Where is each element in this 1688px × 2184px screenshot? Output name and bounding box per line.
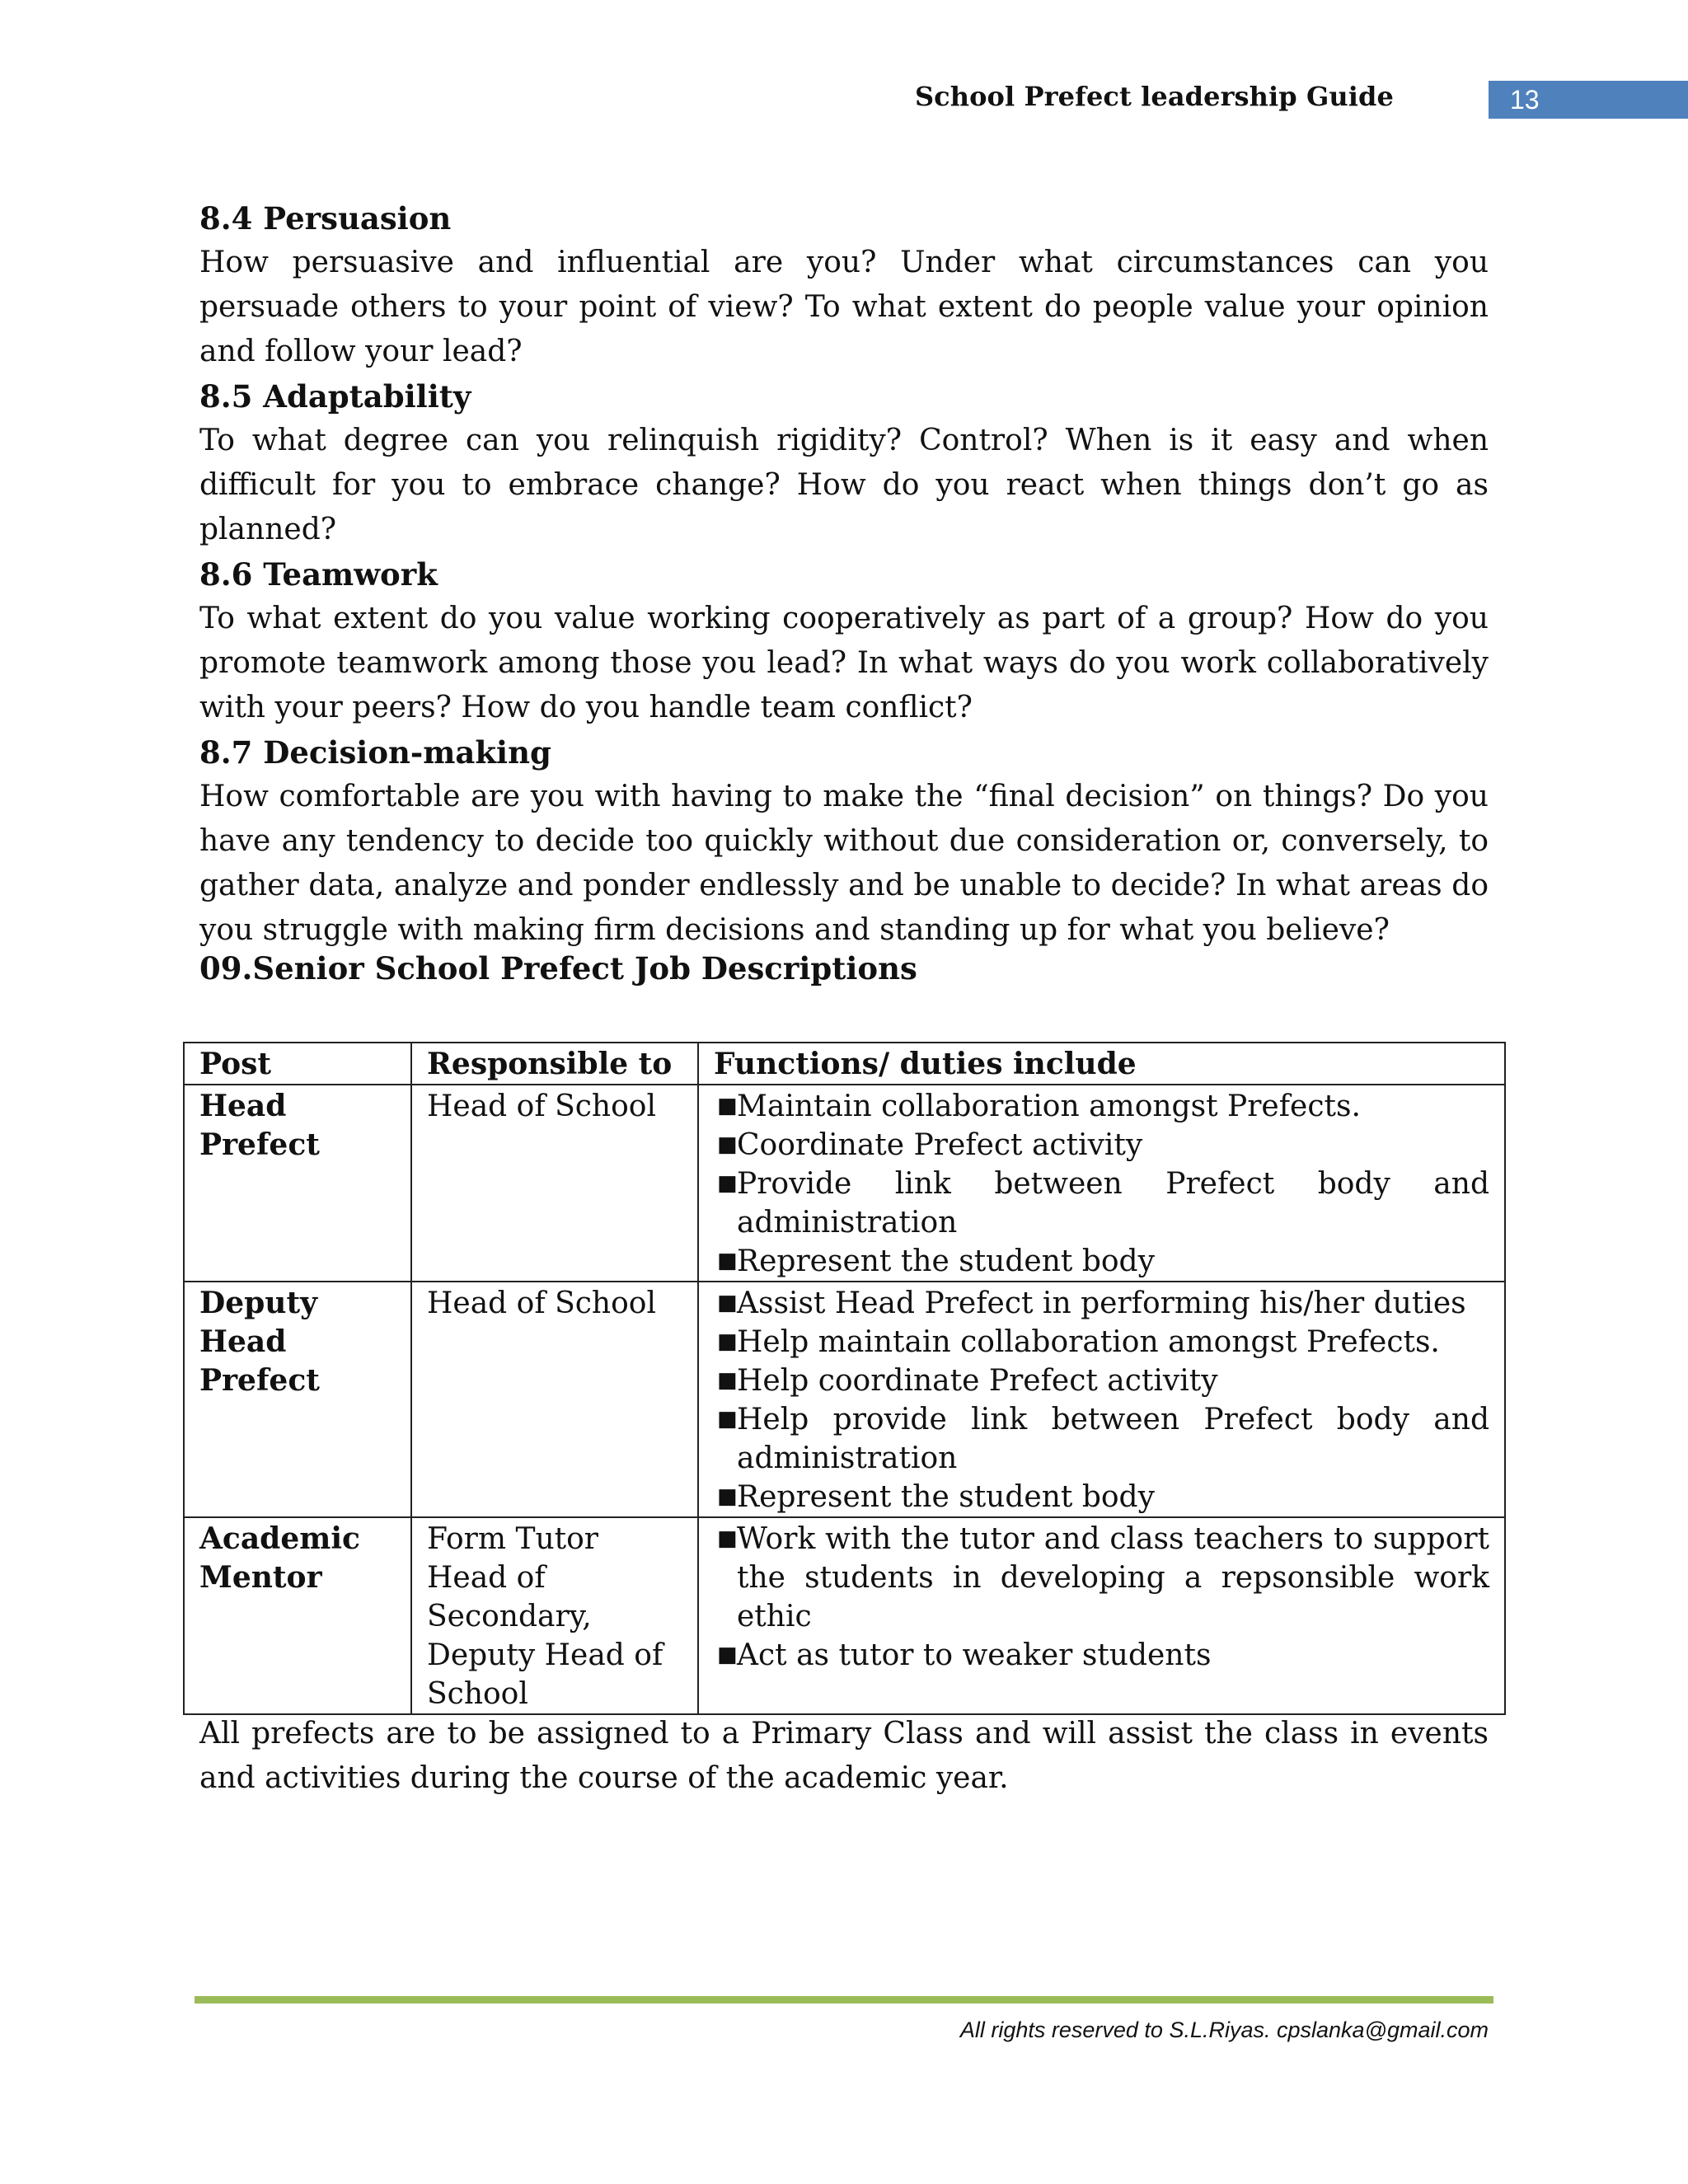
responsible-cell: Form Tutor Head of Secondary, Deputy Head of School (411, 1517, 698, 1714)
post-cell (184, 1085, 411, 1282)
table-header-row (184, 1043, 1505, 1085)
section-list (199, 196, 1489, 953)
post-cell (184, 1517, 411, 1714)
duty-text: Help maintain collaboration amongst Prefects. (737, 1325, 1440, 1359)
responsible-cell: Head of School (411, 1282, 698, 1517)
duty-item (714, 1242, 1489, 1281)
post-name: Head Prefect (199, 1089, 320, 1162)
square-bullet-icon: ■ (717, 1171, 738, 1196)
job-descriptions-title: 09.Senior School Prefect Job Descriptions (199, 950, 917, 987)
square-bullet-icon: ■ (717, 1329, 738, 1354)
section-body: How comfortable are you with having to make the “final decision” on things? Do you have any tendency to decide too quickly without due consideration or, conversely, to gather data, analyze and ponder endlessly and be unable to decide? In what areas do you struggle with making firm decisions and standing up for what you believe? (199, 780, 1489, 947)
table-row (184, 1282, 1505, 1517)
column-header-post: Post (184, 1043, 411, 1085)
duty-item (714, 1361, 1489, 1400)
square-bullet-icon: ■ (717, 1291, 738, 1315)
job-descriptions-table (183, 1042, 1506, 1715)
duties-cell (698, 1517, 1505, 1714)
section-heading: 8.5 Adaptability (199, 378, 471, 415)
section-heading: 8.4 Persuasion (199, 200, 452, 237)
post-name: Head Prefect (199, 1324, 320, 1398)
square-bullet-icon: ■ (717, 1484, 738, 1509)
header-title: School Prefect leadership Guide (914, 81, 1394, 112)
footer-divider (195, 1996, 1493, 2004)
table-row (184, 1085, 1505, 1282)
post-name: Mentor (199, 1560, 322, 1595)
square-bullet-icon: ■ (717, 1368, 738, 1393)
column-header-duties: Functions/ duties include (698, 1043, 1505, 1085)
duty-item (714, 1636, 1489, 1675)
duty-item (714, 1400, 1489, 1478)
section-heading: 8.6 Teamwork (199, 556, 438, 593)
duty-item (714, 1478, 1489, 1516)
duty-item (714, 1126, 1489, 1165)
duty-item (714, 1323, 1489, 1361)
duty-text: Coordinate Prefect activity (737, 1128, 1143, 1162)
duty-item (714, 1284, 1489, 1323)
duty-text: Represent the student body (737, 1244, 1155, 1278)
square-bullet-icon: ■ (717, 1407, 738, 1432)
duty-text: Maintain collaboration amongst Prefects. (737, 1090, 1361, 1123)
post-cell (184, 1282, 411, 1517)
duty-text: Assist Head Prefect in performing his/her duties (737, 1286, 1466, 1320)
duties-cell (698, 1085, 1505, 1282)
section-heading: 8.7 Decision-making (199, 734, 551, 771)
footer-copyright: All rights reserved to S.L.Riyas. cpslanka@gmail.com (959, 2018, 1489, 2042)
section-body: To what extent do you value working cooperatively as part of a group? How do you promote teamwork among those you lead? In what ways do you work collaboratively with your peers? How do you handle team conflict? (199, 602, 1489, 724)
duty-text: Work with the tutor and class teachers to support the students in developing a repsonsible work ethic (737, 1522, 1489, 1633)
duty-text: Provide link between Prefect body and administration (737, 1167, 1489, 1240)
post-name: Deputy (199, 1286, 318, 1320)
post-name: Academic (199, 1521, 360, 1556)
duty-item (714, 1087, 1489, 1126)
square-bullet-icon: ■ (717, 1094, 738, 1118)
duty-item (714, 1165, 1489, 1242)
duty-text: Help provide link between Prefect body and administration (737, 1403, 1489, 1475)
square-bullet-icon: ■ (717, 1132, 738, 1157)
section-body: To what degree can you relinquish rigidity? Control? When is it easy and when difficult for you to embrace change? How do you react when things don’t go as planned? (199, 424, 1489, 546)
square-bullet-icon: ■ (717, 1643, 738, 1667)
column-header-responsible: Responsible to (411, 1043, 698, 1085)
section-body: How persuasive and influential are you? Under what circumstances can you persuade others to your point of view? To what extent do people value your opinion and follow your lead? (199, 246, 1489, 368)
table-row (184, 1517, 1505, 1714)
responsible-cell: Head of School (411, 1085, 698, 1282)
duties-cell (698, 1282, 1505, 1517)
duty-item (714, 1520, 1489, 1636)
page-number: 13 (1489, 81, 1688, 119)
duty-text: Represent the student body (737, 1480, 1155, 1514)
duty-text: Act as tutor to weaker students (737, 1638, 1212, 1672)
square-bullet-icon: ■ (717, 1249, 738, 1273)
square-bullet-icon: ■ (717, 1526, 738, 1551)
duty-text: Help coordinate Prefect activity (737, 1364, 1218, 1398)
closing-note: All prefects are to be assigned to a Primary Class and will assist the class in events and activities during the course of the academic year. (199, 1717, 1489, 1795)
